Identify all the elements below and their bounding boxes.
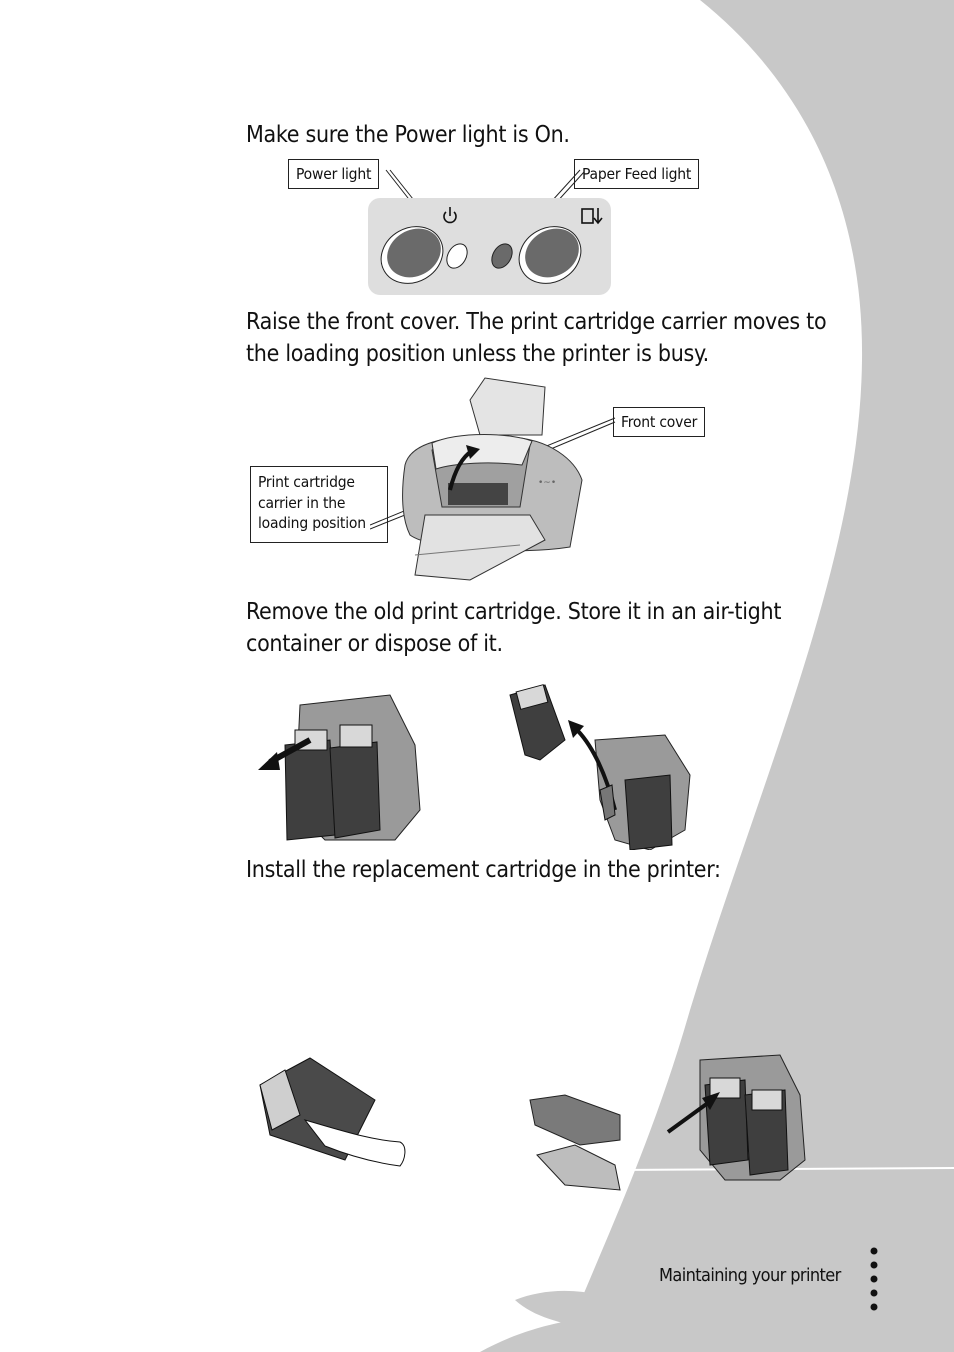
cartridge-removal-illustration (255, 690, 425, 845)
step-4-text: Install the replacement cartridge in the printer: (246, 857, 721, 883)
svg-text:•~•: •~• (538, 478, 557, 488)
step-2-text: Raise the front cover. The print cartridge carrier moves to the loading position unless the printer is busy. (246, 309, 827, 367)
callout-power-light: Power light (288, 159, 379, 189)
callout-paper-feed-light: Paper Feed light (574, 159, 699, 189)
step-3-text: Remove the old print cartridge. Store it in an air-tight container or dispose of it. (246, 599, 782, 657)
cartridge-lift-illustration (500, 680, 700, 850)
section-footer-label: Maintaining your printer (659, 1265, 841, 1286)
cartridge-insert-illustration (660, 1050, 815, 1185)
callout-front-cover: Front cover (613, 407, 705, 437)
footer-dots-ornament (868, 1245, 880, 1315)
cartridge-insert-step-illustration (525, 1090, 630, 1195)
step-1-text: Make sure the Power light is On. (246, 122, 570, 148)
control-panel-illustration (360, 160, 720, 300)
printer-illustration (370, 375, 620, 590)
cartridge-tape-illustration (250, 1050, 415, 1170)
callout-carrier-loading: Print cartridge carrier in the loading position (250, 466, 388, 543)
